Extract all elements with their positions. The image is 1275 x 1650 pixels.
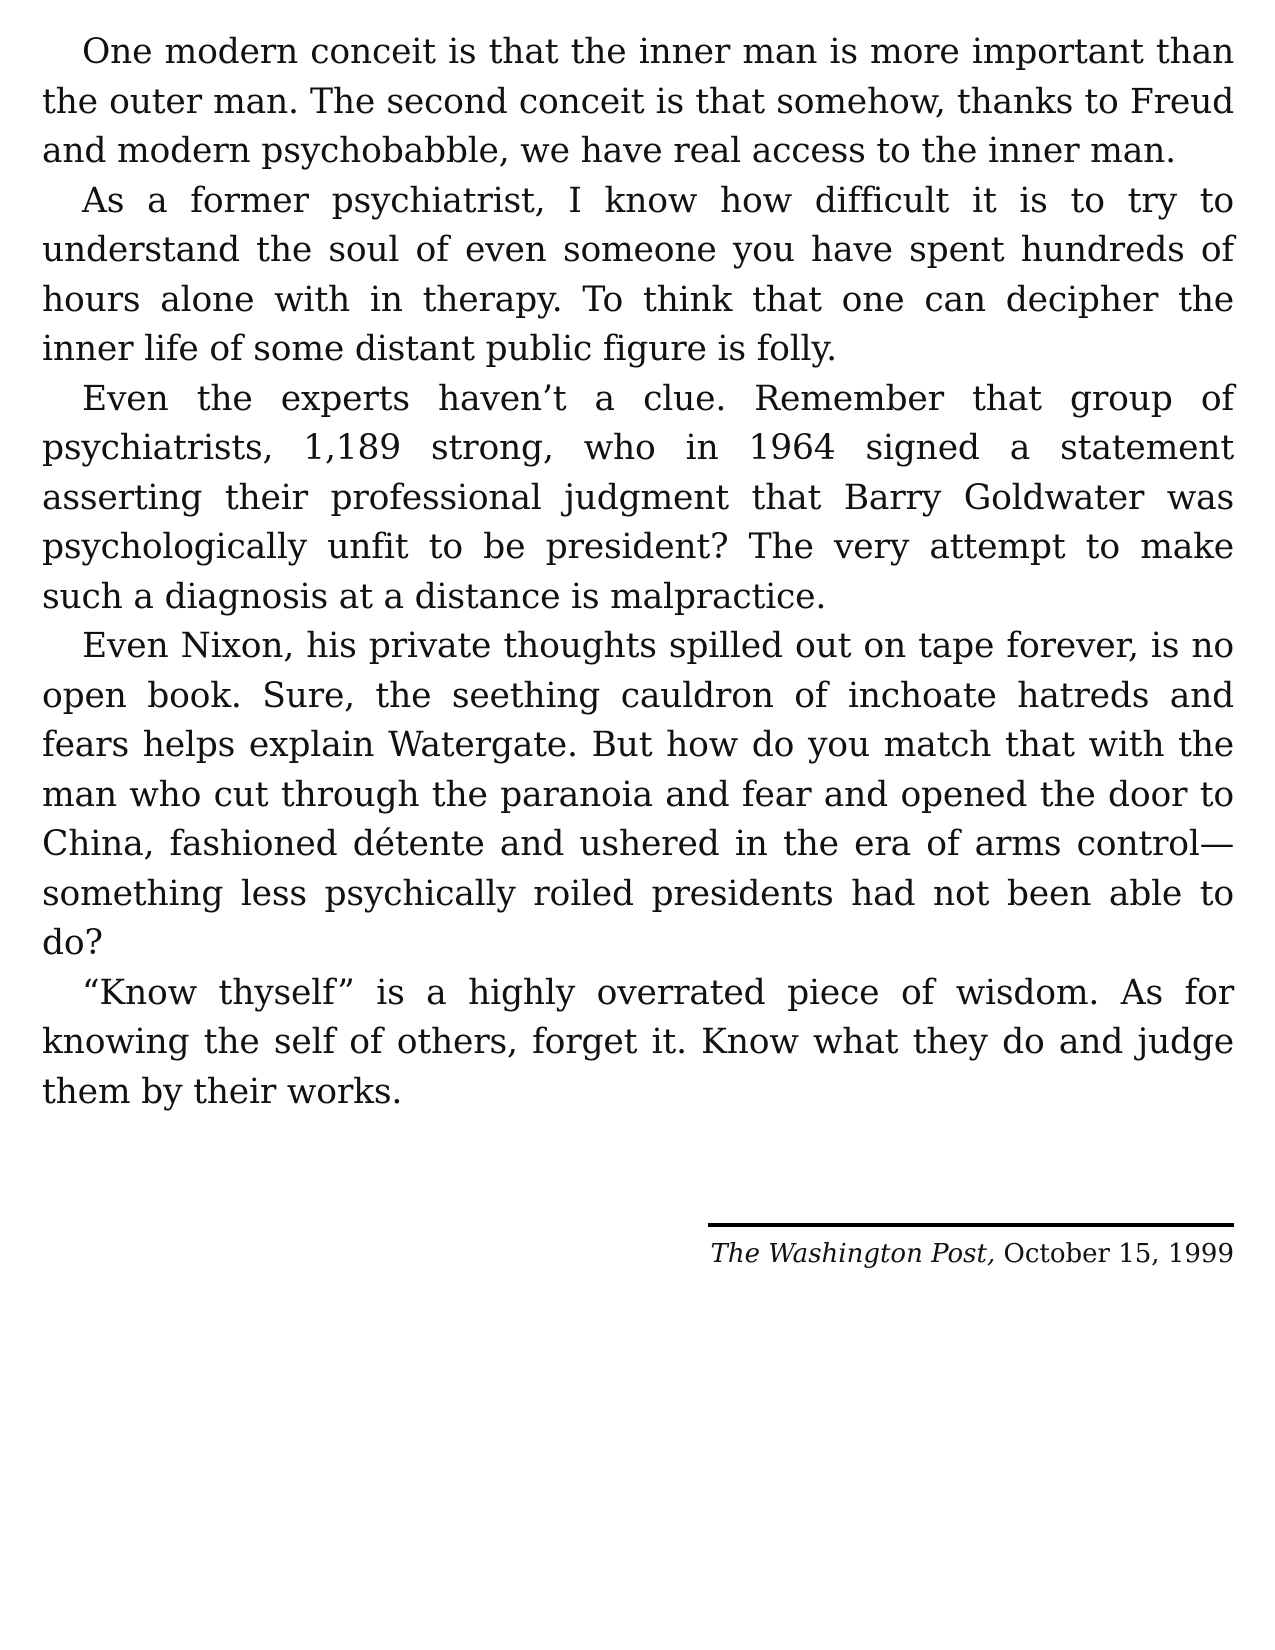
- article-body: [42, 28, 1234, 1117]
- paragraph-1: One modern conceit is that the inner man is more important than the outer man. The second conceit is that somehow, thanks to Freud and modern psychobabble, we have real access to the inner man.: [42, 32, 1234, 171]
- source-date: October 15, 1999: [995, 1239, 1234, 1269]
- paragraph-4: Even Nixon, his private thoughts spilled out on tape forever, is no open book. Sure, the seething cauldron of inchoate hatreds and fears helps explain Watergate. But how do you match that with the man who cut through the paranoia and fear and opened the door to China, fashioned détente and ushered in the era of arms control—something less psychically roiled presidents had not been able to do?: [42, 626, 1234, 963]
- paragraph-2: As a former psychiatrist, I know how difficult it is to try to understand the soul of even someone you have spent hundreds of hours alone with in therapy. To think that one can decipher the inner life of some distant public figure is folly.: [42, 180, 1234, 369]
- source-citation: [708, 1237, 1234, 1271]
- source-attribution: [708, 1223, 1234, 1271]
- paragraph-5: “Know thyself” is a highly overrated piece of wisdom. As for knowing the self of others, forget it. Know what they do and judge them by their works.: [42, 972, 1234, 1112]
- source-publication: The Washington Post,: [710, 1239, 996, 1269]
- source-divider: [708, 1223, 1234, 1227]
- article-page: [42, 28, 1234, 1269]
- paragraph-3: Even the experts haven’t a clue. Remember that group of psychiatrists, 1,189 strong, who in 1964 signed a statement asserting their professional judgment that Barry Goldwater was psychologically unfit to be president? The very attempt to make such a diagnosis at a distance is malpractice.: [42, 378, 1234, 617]
